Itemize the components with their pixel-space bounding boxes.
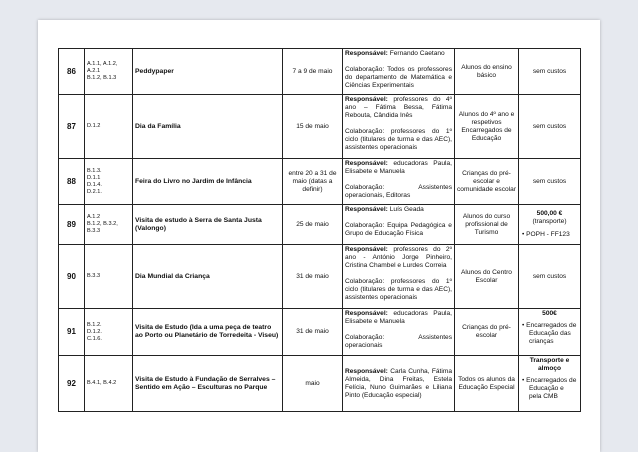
objective-codes: A.1.1, A.1.2, A.2.1 B.1.2, B.1.3 bbox=[85, 49, 133, 95]
activity-title: Visita de Estudo (Ida a uma peça de teatro ao Porto ou Planetário de Torredeita - Viseu) bbox=[133, 309, 283, 356]
table-row bbox=[59, 95, 581, 159]
activity-title: Peddypaper bbox=[133, 49, 283, 95]
activity-number: 91 bbox=[59, 309, 85, 356]
activity-cost: sem custos bbox=[519, 159, 581, 205]
document-page bbox=[38, 20, 600, 452]
activity-date: 15 de maio bbox=[283, 95, 343, 159]
objective-codes: B.1.2. D.1.2. C.1.6. bbox=[85, 309, 133, 356]
activity-date: 31 de maio bbox=[283, 309, 343, 356]
activity-number: 86 bbox=[59, 49, 85, 95]
activity-number: 88 bbox=[59, 159, 85, 205]
activity-date: maio bbox=[283, 356, 343, 412]
responsibles: Responsável: Fernando Caetano Colaboração: Todos os professores do departamento de Matemática e Ciências Experimentais bbox=[343, 49, 455, 95]
target-public: Alunos do 4º ano e respetivos Encarregados de Educação bbox=[455, 95, 519, 159]
table-row bbox=[59, 356, 581, 412]
responsibles: Responsável: professores do 2º ano - António Jorge Pinheiro, Cristina Chambel e Lurdes Correia Colaboração: professores do 1º ciclo (titulares de turma e das AEC), assistentes operacionais bbox=[343, 245, 455, 309]
activity-cost: 500€ • Encarregados de Educação das crianças bbox=[519, 309, 581, 356]
target-public: Crianças do pré-escolar e comunidade escolar bbox=[455, 159, 519, 205]
target-public: Alunos do curso profissional de Turismo bbox=[455, 205, 519, 245]
activity-title: Visita de Estudo à Fundação de Serralves – Sentido em Ação – Esculturas no Parque bbox=[133, 356, 283, 412]
table-row bbox=[59, 309, 581, 356]
activity-date: 7 a 9 de maio bbox=[283, 49, 343, 95]
activity-date: 31 de maio bbox=[283, 245, 343, 309]
table-row bbox=[59, 49, 581, 95]
responsibles: Responsável: Luís Geada Colaboração: Equipa Pedagógica e Grupo de Educação Física bbox=[343, 205, 455, 245]
responsibles: Responsável: educadoras Paula, Elisabete e Manuela Colaboração: Assistentes operacionais bbox=[343, 309, 455, 356]
responsibles: Responsável: professores do 4º ano – Fátima Bessa, Fátima Rebouta, Cândida Inês Colaboração: professores do 1º ciclo (titulares de turma e das AEC), assistentes operacionais bbox=[343, 95, 455, 159]
activity-title: Dia Mundial da Criança bbox=[133, 245, 283, 309]
responsibles: Responsável: Carla Cunha, Fátima Almeida, Dina Freitas, Estela Felícia, Nuno Guimarães e Liliana Pinto (Educação especial) bbox=[343, 356, 455, 412]
objective-codes: B.4.1, B.4.2 bbox=[85, 356, 133, 412]
table-row bbox=[59, 205, 581, 245]
activity-number: 89 bbox=[59, 205, 85, 245]
objective-codes: B.3.3 bbox=[85, 245, 133, 309]
table-row bbox=[59, 245, 581, 309]
activity-cost: sem custos bbox=[519, 95, 581, 159]
objective-codes: D.1.2 bbox=[85, 95, 133, 159]
target-public: Crianças do pré-escolar bbox=[455, 309, 519, 356]
objective-codes: A.1.2 B.1.2, B.3.2, B.3.3 bbox=[85, 205, 133, 245]
activity-date: entre 20 a 31 de maio (datas a definir) bbox=[283, 159, 343, 205]
objective-codes: B.1.3. D.1.1 D.1.4. D.2.1. bbox=[85, 159, 133, 205]
activity-cost: 500,00 € (transporte) • POPH - FF123 bbox=[519, 205, 581, 245]
activity-cost: sem custos bbox=[519, 245, 581, 309]
activity-number: 87 bbox=[59, 95, 85, 159]
activity-title: Visita de estudo à Serra de Santa Justa (Valongo) bbox=[133, 205, 283, 245]
activities-table bbox=[58, 48, 581, 412]
activity-cost: sem custos bbox=[519, 49, 581, 95]
activity-title: Feira do Livro no Jardim de Infância bbox=[133, 159, 283, 205]
target-public: Alunos do Centro Escolar bbox=[455, 245, 519, 309]
target-public: Alunos do ensino básico bbox=[455, 49, 519, 95]
activity-number: 92 bbox=[59, 356, 85, 412]
activity-cost: Transporte e almoço • Encarregados de Educação e pela CMB bbox=[519, 356, 581, 412]
responsibles: Responsável: educadoras Paula, Elisabete e Manuela Colaboração: Assistentes operacionais, Editoras bbox=[343, 159, 455, 205]
activity-number: 90 bbox=[59, 245, 85, 309]
activity-date: 25 de maio bbox=[283, 205, 343, 245]
table-row bbox=[59, 159, 581, 205]
activity-title: Dia da Família bbox=[133, 95, 283, 159]
target-public: Todos os alunos da Educação Especial bbox=[455, 356, 519, 412]
